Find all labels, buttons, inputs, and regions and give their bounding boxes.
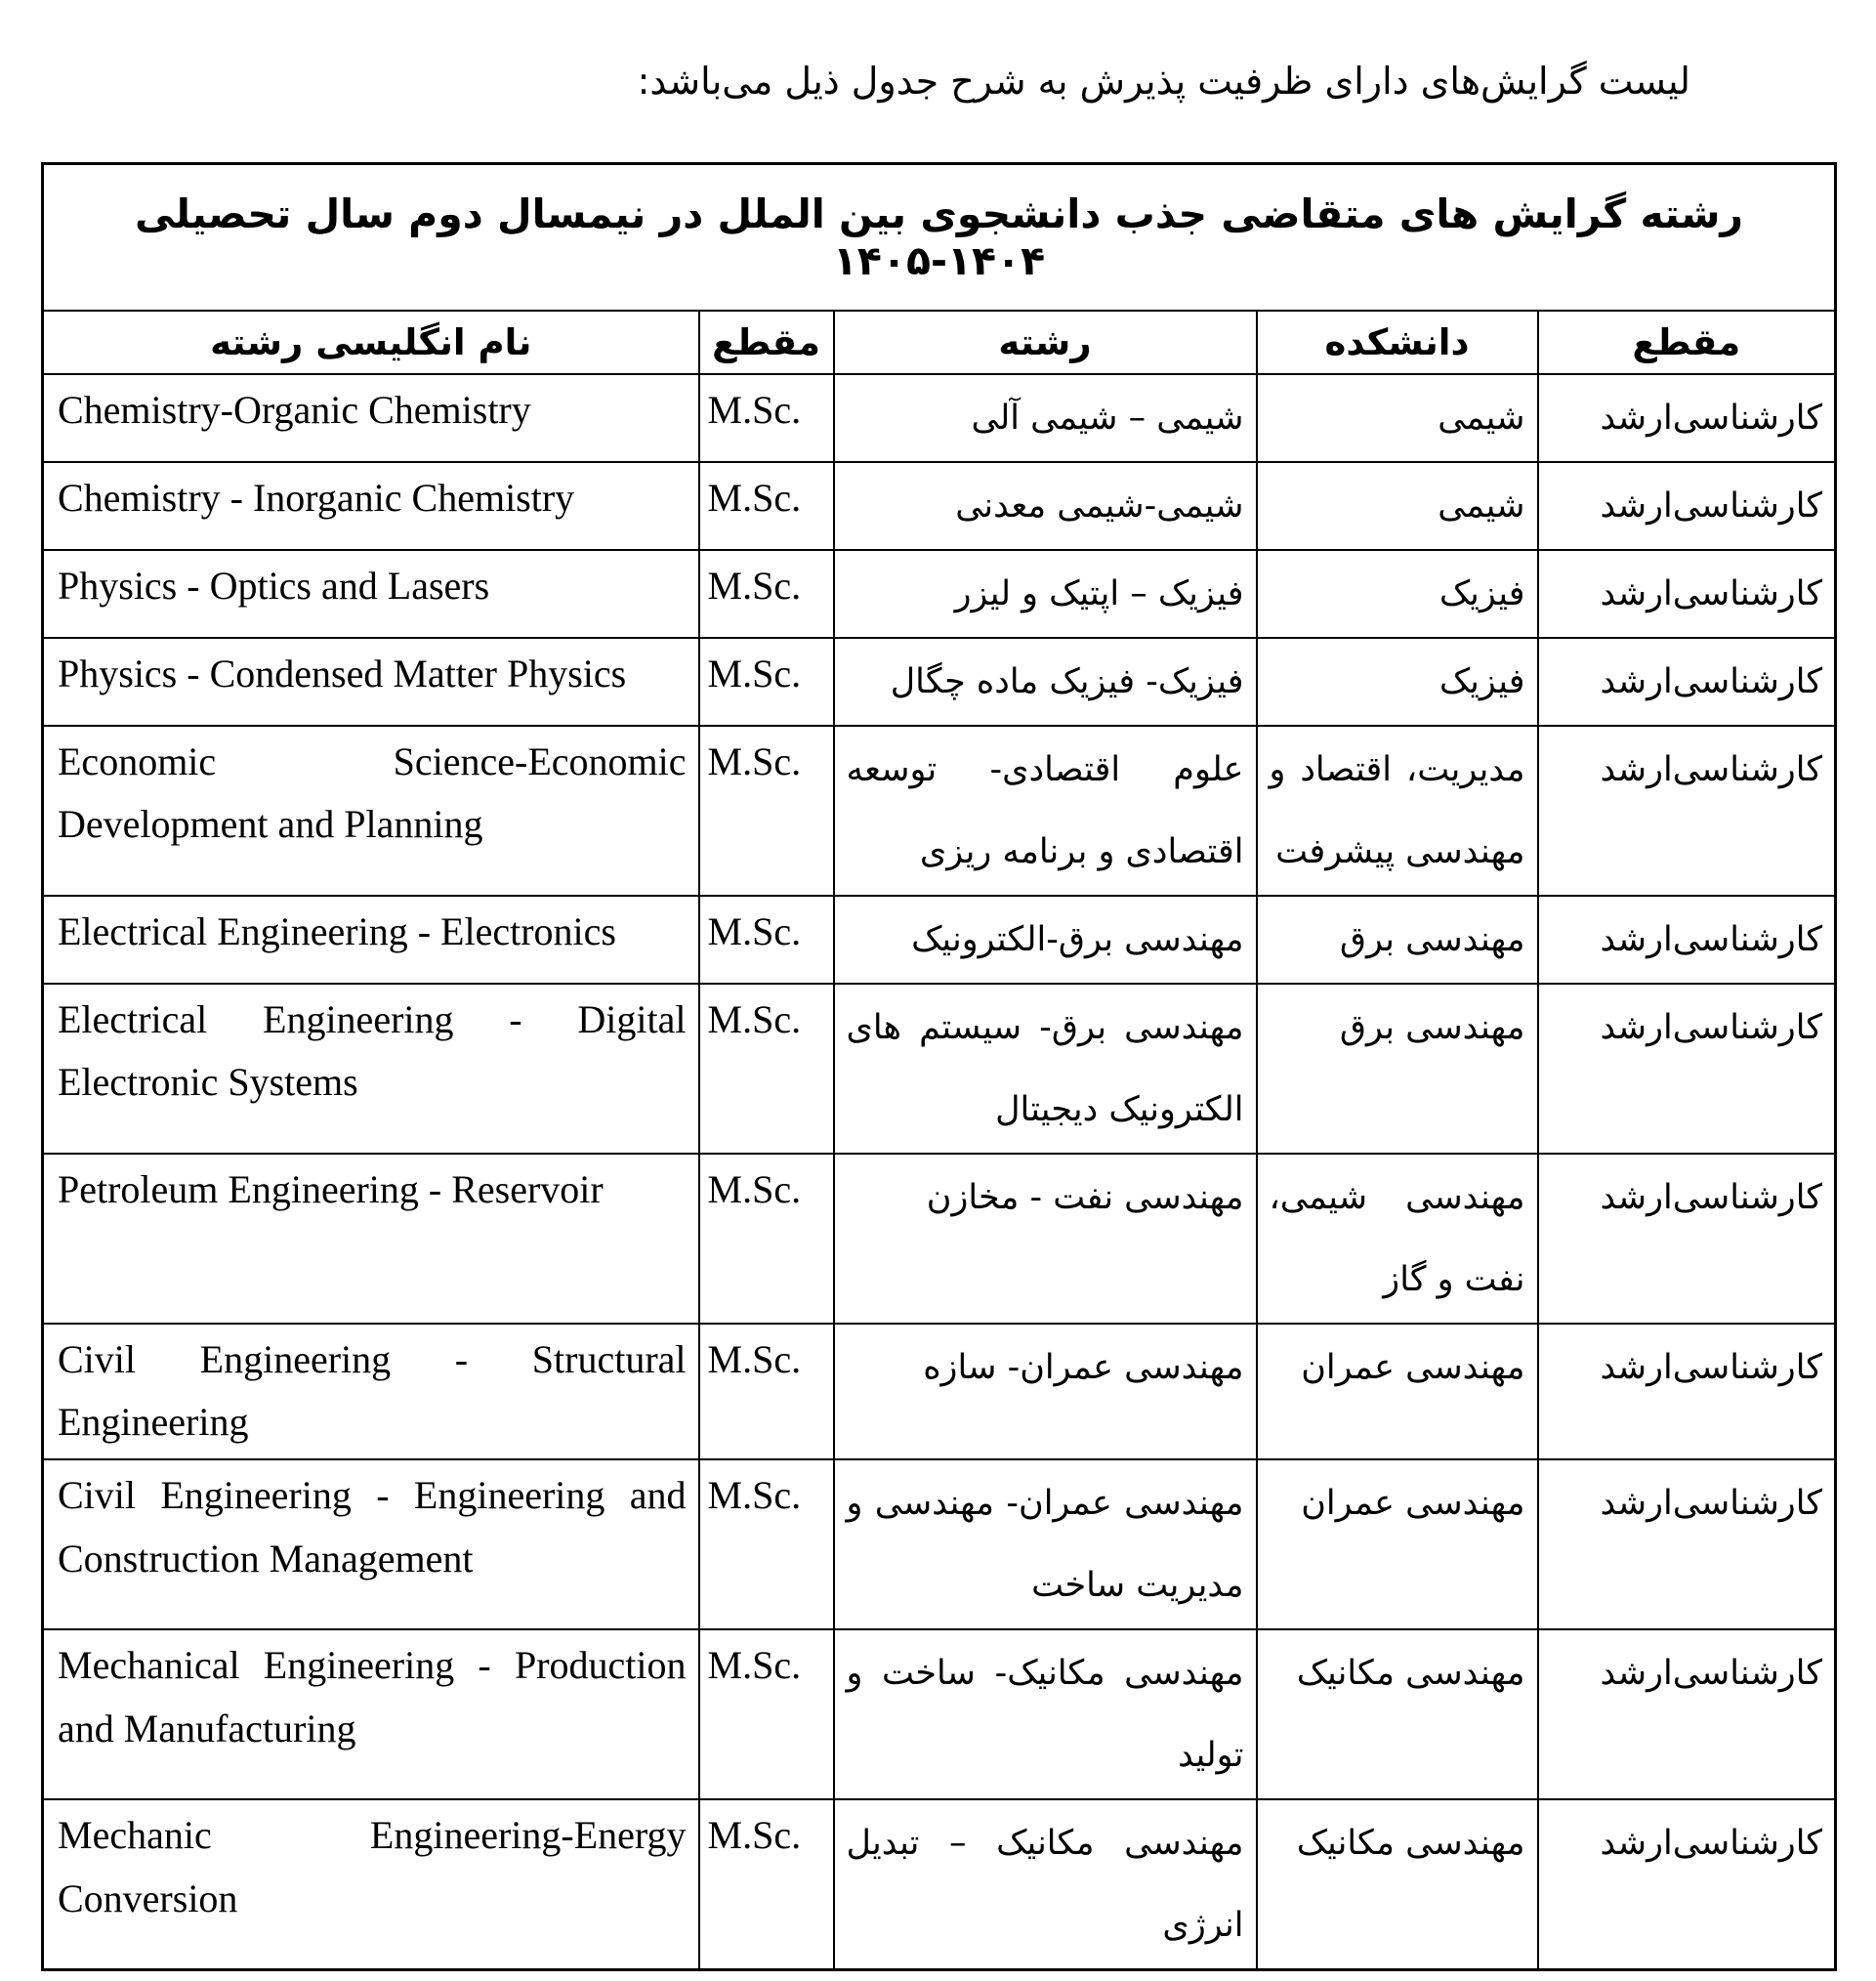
faculty-cell: مهندسی برق xyxy=(1257,984,1538,1154)
degree-cell: کارشناسی‌ارشد xyxy=(1538,550,1836,638)
table-row xyxy=(43,1629,1836,1799)
table-row xyxy=(43,1799,1836,1970)
english-name-cell: Electrical Engineering - Digital Electronic Systems xyxy=(43,984,699,1154)
table-row xyxy=(43,550,1836,638)
field-cell: مهندسی مکانیک- ساخت و تولید xyxy=(834,1629,1257,1799)
faculty-cell: مهندسی مکانیک xyxy=(1257,1799,1538,1970)
english-name-cell: Mechanical Engineering - Production and Manufacturing xyxy=(43,1629,699,1799)
degree-short-cell: M.Sc. xyxy=(699,1629,834,1799)
degree-cell: کارشناسی‌ارشد xyxy=(1538,1799,1836,1970)
faculty-cell: شیمی xyxy=(1257,374,1538,462)
field-cell: مهندسی عمران- سازه xyxy=(834,1324,1257,1460)
field-cell: شیمی-شیمی معدنی xyxy=(834,462,1257,550)
field-cell: مهندسی نفت - مخازن xyxy=(834,1154,1257,1324)
degree-short-cell: M.Sc. xyxy=(699,374,834,462)
table-row xyxy=(43,1324,1836,1460)
table-row xyxy=(43,462,1836,550)
degree-cell: کارشناسی‌ارشد xyxy=(1538,726,1836,896)
table-row xyxy=(43,638,1836,726)
intro-text: لیست گرایش‌های دارای ظرفیت پذیرش به شرح جدول ذیل می‌باشد: xyxy=(637,60,1690,103)
degree-short-cell: M.Sc. xyxy=(699,726,834,896)
english-name-cell: Civil Engineering - Structural Engineering xyxy=(43,1324,699,1460)
table-header-row xyxy=(43,311,1836,374)
field-cell: مهندسی مکانیک – تبدیل انرژی xyxy=(834,1799,1257,1970)
faculty-cell: شیمی xyxy=(1257,462,1538,550)
degree-cell: کارشناسی‌ارشد xyxy=(1538,984,1836,1154)
table-row xyxy=(43,374,1836,462)
degree-short-cell: M.Sc. xyxy=(699,638,834,726)
col-header-degree: مقطع xyxy=(1538,311,1836,374)
english-name-cell: Civil Engineering - Engineering and Construction Management xyxy=(43,1459,699,1629)
table-row xyxy=(43,984,1836,1154)
degree-cell: کارشناسی‌ارشد xyxy=(1538,462,1836,550)
degree-short-cell: M.Sc. xyxy=(699,1154,834,1324)
faculty-cell: مهندسی عمران xyxy=(1257,1459,1538,1629)
col-header-field: رشته xyxy=(834,311,1257,374)
english-name-cell: Chemistry - Inorganic Chemistry xyxy=(43,462,699,550)
english-name-cell: Economic Science-Economic Development and Planning xyxy=(43,726,699,896)
table-row xyxy=(43,726,1836,896)
degree-cell: کارشناسی‌ارشد xyxy=(1538,1324,1836,1460)
english-name-cell: Physics - Optics and Lasers xyxy=(43,550,699,638)
faculty-cell: مهندسی برق xyxy=(1257,896,1538,984)
degree-short-cell: M.Sc. xyxy=(699,984,834,1154)
english-name-cell: Mechanic Engineering-Energy Conversion xyxy=(43,1799,699,1970)
col-header-english-name: نام انگلیسی رشته xyxy=(43,311,699,374)
table-title-row xyxy=(43,163,1836,311)
faculty-cell: مهندسی عمران xyxy=(1257,1324,1538,1460)
col-header-degree-short: مقطع xyxy=(699,311,834,374)
field-cell: شیمی – شیمی آلی xyxy=(834,374,1257,462)
degree-short-cell: M.Sc. xyxy=(699,896,834,984)
field-cell: فیزیک- فیزیک ماده چگال xyxy=(834,638,1257,726)
faculty-cell: فیزیک xyxy=(1257,550,1538,638)
faculty-cell: مهندسی مکانیک xyxy=(1257,1629,1538,1799)
english-name-cell: Petroleum Engineering - Reservoir xyxy=(43,1154,699,1324)
field-cell: فیزیک – اپتیک و لیزر xyxy=(834,550,1257,638)
degree-short-cell: M.Sc. xyxy=(699,1459,834,1629)
degree-short-cell: M.Sc. xyxy=(699,462,834,550)
table-row xyxy=(43,896,1836,984)
degree-short-cell: M.Sc. xyxy=(699,1799,834,1970)
programs-table xyxy=(41,162,1837,1972)
degree-cell: کارشناسی‌ارشد xyxy=(1538,1459,1836,1629)
field-cell: مهندسی برق- سیستم های الکترونیک دیجیتال xyxy=(834,984,1257,1154)
english-name-cell: Chemistry-Organic Chemistry xyxy=(43,374,699,462)
degree-cell: کارشناسی‌ارشد xyxy=(1538,638,1836,726)
field-cell: مهندسی عمران- مهندسی و مدیریت ساخت xyxy=(834,1459,1257,1629)
field-cell: مهندسی برق-الکترونیک xyxy=(834,896,1257,984)
degree-short-cell: M.Sc. xyxy=(699,550,834,638)
english-name-cell: Electrical Engineering - Electronics xyxy=(43,896,699,984)
faculty-cell: فیزیک xyxy=(1257,638,1538,726)
degree-cell: کارشناسی‌ارشد xyxy=(1538,374,1836,462)
col-header-faculty: دانشکده xyxy=(1257,311,1538,374)
degree-cell: کارشناسی‌ارشد xyxy=(1538,896,1836,984)
faculty-cell: مدیریت، اقتصاد و مهندسی پیشرفت xyxy=(1257,726,1538,896)
table-title: رشته گرایش های متقاضی جذب دانشجوی بین الملل در نیمسال دوم سال تحصیلی ۱۴۰۴‏-‏۱۴۰۵ xyxy=(43,163,1836,311)
field-cell: علوم اقتصادی- توسعه اقتصادی و برنامه ریزی xyxy=(834,726,1257,896)
english-name-cell: Physics - Condensed Matter Physics xyxy=(43,638,699,726)
table-row xyxy=(43,1154,1836,1324)
faculty-cell: مهندسی شیمی، نفت و گاز xyxy=(1257,1154,1538,1324)
degree-short-cell: M.Sc. xyxy=(699,1324,834,1460)
degree-cell: کارشناسی‌ارشد xyxy=(1538,1154,1836,1324)
table-row xyxy=(43,1459,1836,1629)
degree-cell: کارشناسی‌ارشد xyxy=(1538,1629,1836,1799)
